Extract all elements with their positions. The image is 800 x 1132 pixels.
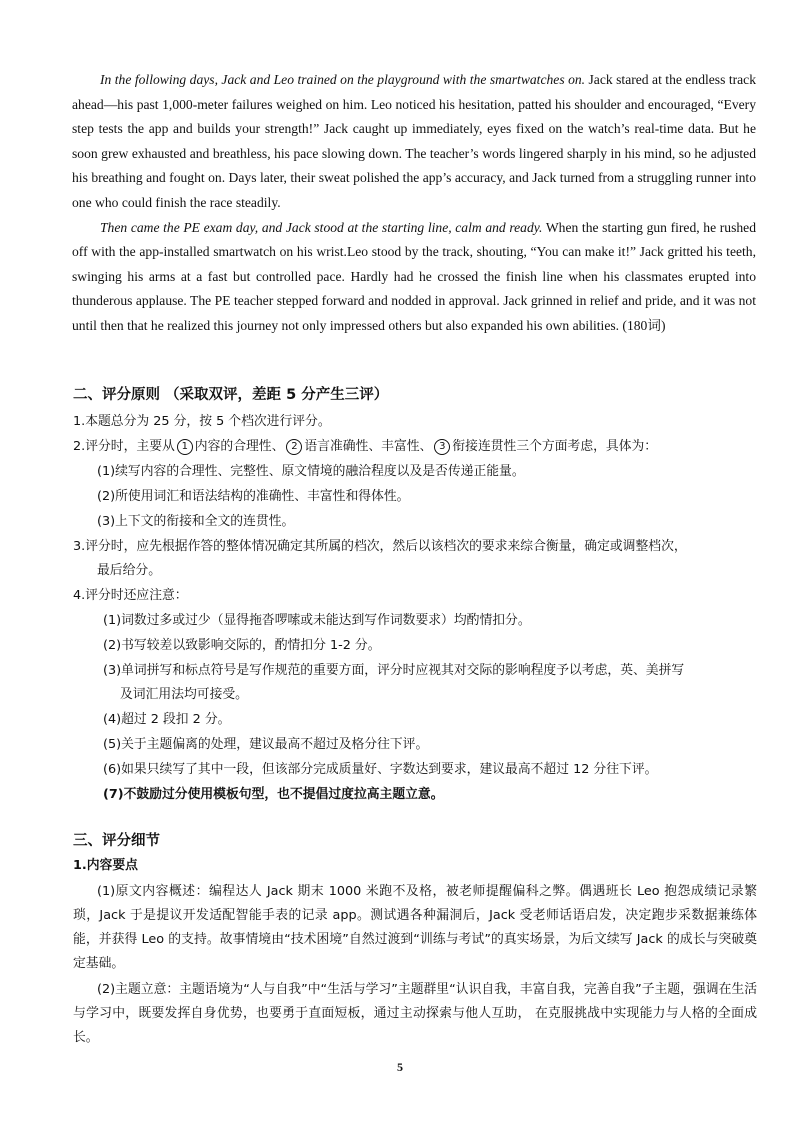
paragraph-1-lead-sentence: In the following days, Jack and Leo trained on the playground with the smartwatches on. [100,72,586,87]
essay-paragraph-1 [72,68,756,216]
paragraph-2-lead-sentence: Then came the PE exam day, and Jack stood at the starting line, calm and ready. [100,219,543,235]
circled-number-1: 1 [177,439,193,455]
rule-item-1: 1.本题总分为 25 分，按 5 个档次进行评分。 [73,414,331,429]
rule-item-2-sub-1: (1)续写内容的合理性、完整性、原文情境的融洽程度以及是否传递正能量。 [97,464,525,479]
rule-item-3-line-2: 最后给分。 [97,563,161,578]
page-number: 5 [397,1060,403,1074]
circled-number-2: 2 [286,439,302,455]
section-3-title: 三、评分细节 [73,833,160,849]
rule-item-2-sub-3: (3)上下文的衔接和全文的连贯性。 [97,514,295,529]
note-3-line-2: 及词汇用法均可接受。 [120,687,248,702]
content-summary-paragraph: (1)原文内容概述：编程达人 Jack 期末 1000 米跑不及格，被老师提醒偏科之弊。偶遇班长 Leo 抱怨成绩记录繁琐，Jack 于是提议开发适配智能手表的记录 app。测试遇各种漏洞后，Jack 受老师话语启发，决定跑步采数据兼练体能，并获得 Leo 的支持。故事情境由“技术困境”自然过渡到“训练与考试”的真实场景，为后文续写 Jack 的成长与突破奠定基础。 [73,884,757,971]
circled-number-3: 3 [434,439,450,455]
rule-item-2-aspect-a: 内容的合理性、 [194,439,285,454]
rule-item-4: 4.评分时还应注意： [73,588,188,603]
note-1: (1)词数过多或过少（显得拖沓啰嗦或未能达到写作词数要求）均酌情扣分。 [103,613,531,628]
note-6: (6)如果只续写了其中一段，但该部分完成质量好、字数达到要求，建议最高不超过 12 分往下评。 [103,762,658,777]
note-7: (7)不鼓励过分使用模板句型，也不提倡过度拉高主题立意。 [103,787,444,802]
note-4: (4)超过 2 段扣 2 分。 [103,712,231,727]
theme-paragraph: (2)主题立意：主题语境为“人与自我”中“生活与学习”主题群里“认识自我，丰富自我，完善自我”子主题，强调在生活与学习中，既要发挥自身优势，也要勇于直面短板，通过主动探索与他人互助， 在克服挑战中实现能力与人格的全面成长。 [73,982,757,1045]
note-5: (5)关于主题偏离的处理，建议最高不超过及格分往下评。 [103,737,429,752]
content-points-heading: 1.内容要点 [73,858,138,873]
rule-item-2-sub-2: (2)所使用词汇和语法结构的准确性、丰富性和得体性。 [97,489,410,504]
paragraph-1-body: Jack stared at the endless track ahead—his past 1,000-meter failures weighed on him. Leo noticed his hesitation, patted his shoulder and encouraged, “Every step tests the app and builds your strength!” Jack caught up immediately, eyes fixed on the watch’s real-time data. But he soon grew exhausted and breathless, his pace slowing down. The teacher’s words lingered sharply in his mind, so he adjusted his breathing and fought on. Days later, their sweat polished the app’s accuracy, and Jack turned from a struggling runner into one who could finish the race steadily. [72,72,756,210]
essay-paragraph-2 [72,216,756,339]
rule-item-2-aspect-b: 语言准确性、丰富性、 [304,439,433,454]
rule-item-3-line-1: 3.评分时，应先根据作答的整体情况确定其所属的档次，然后以该档次的要求来综合衡量，确定或调整档次， [73,539,687,554]
sample-essay [72,68,756,339]
paragraph-2-body: When the starting gun fired, he rushed off with the app-installed smartwatch on his wrist.Leo stood by the track, shouting, “You can make it!” Jack gritted his teeth, swinging his arms at a fast but controlled pace. Hardly had he crossed the finish line when his classmates erupted into thunderous applause. The PE teacher stepped forward and nodded in approval. Jack grinned in relief and pride, and it was not until then that he realized this journey not only impressed others but also expanded his own abilities. (180词) [72,219,756,333]
section-2-title: 二、评分原则 （采取双评，差距 5 分产生三评） [73,387,389,403]
rule-item-2-aspect-c: 衔接连贯性三个方面考虑，具体为： [452,439,658,454]
rule-item-2 [73,436,657,457]
rule-item-2-prefix: 2.评分时，主要从 [73,439,175,454]
note-2: (2)书写较差以致影响交际的，酌情扣分 1-2 分。 [103,638,381,653]
note-3-line-1: (3)单词拼写和标点符号是写作规范的重要方面，评分时应视其对交际的影响程度予以考虑，英、美拼写 [103,663,685,678]
